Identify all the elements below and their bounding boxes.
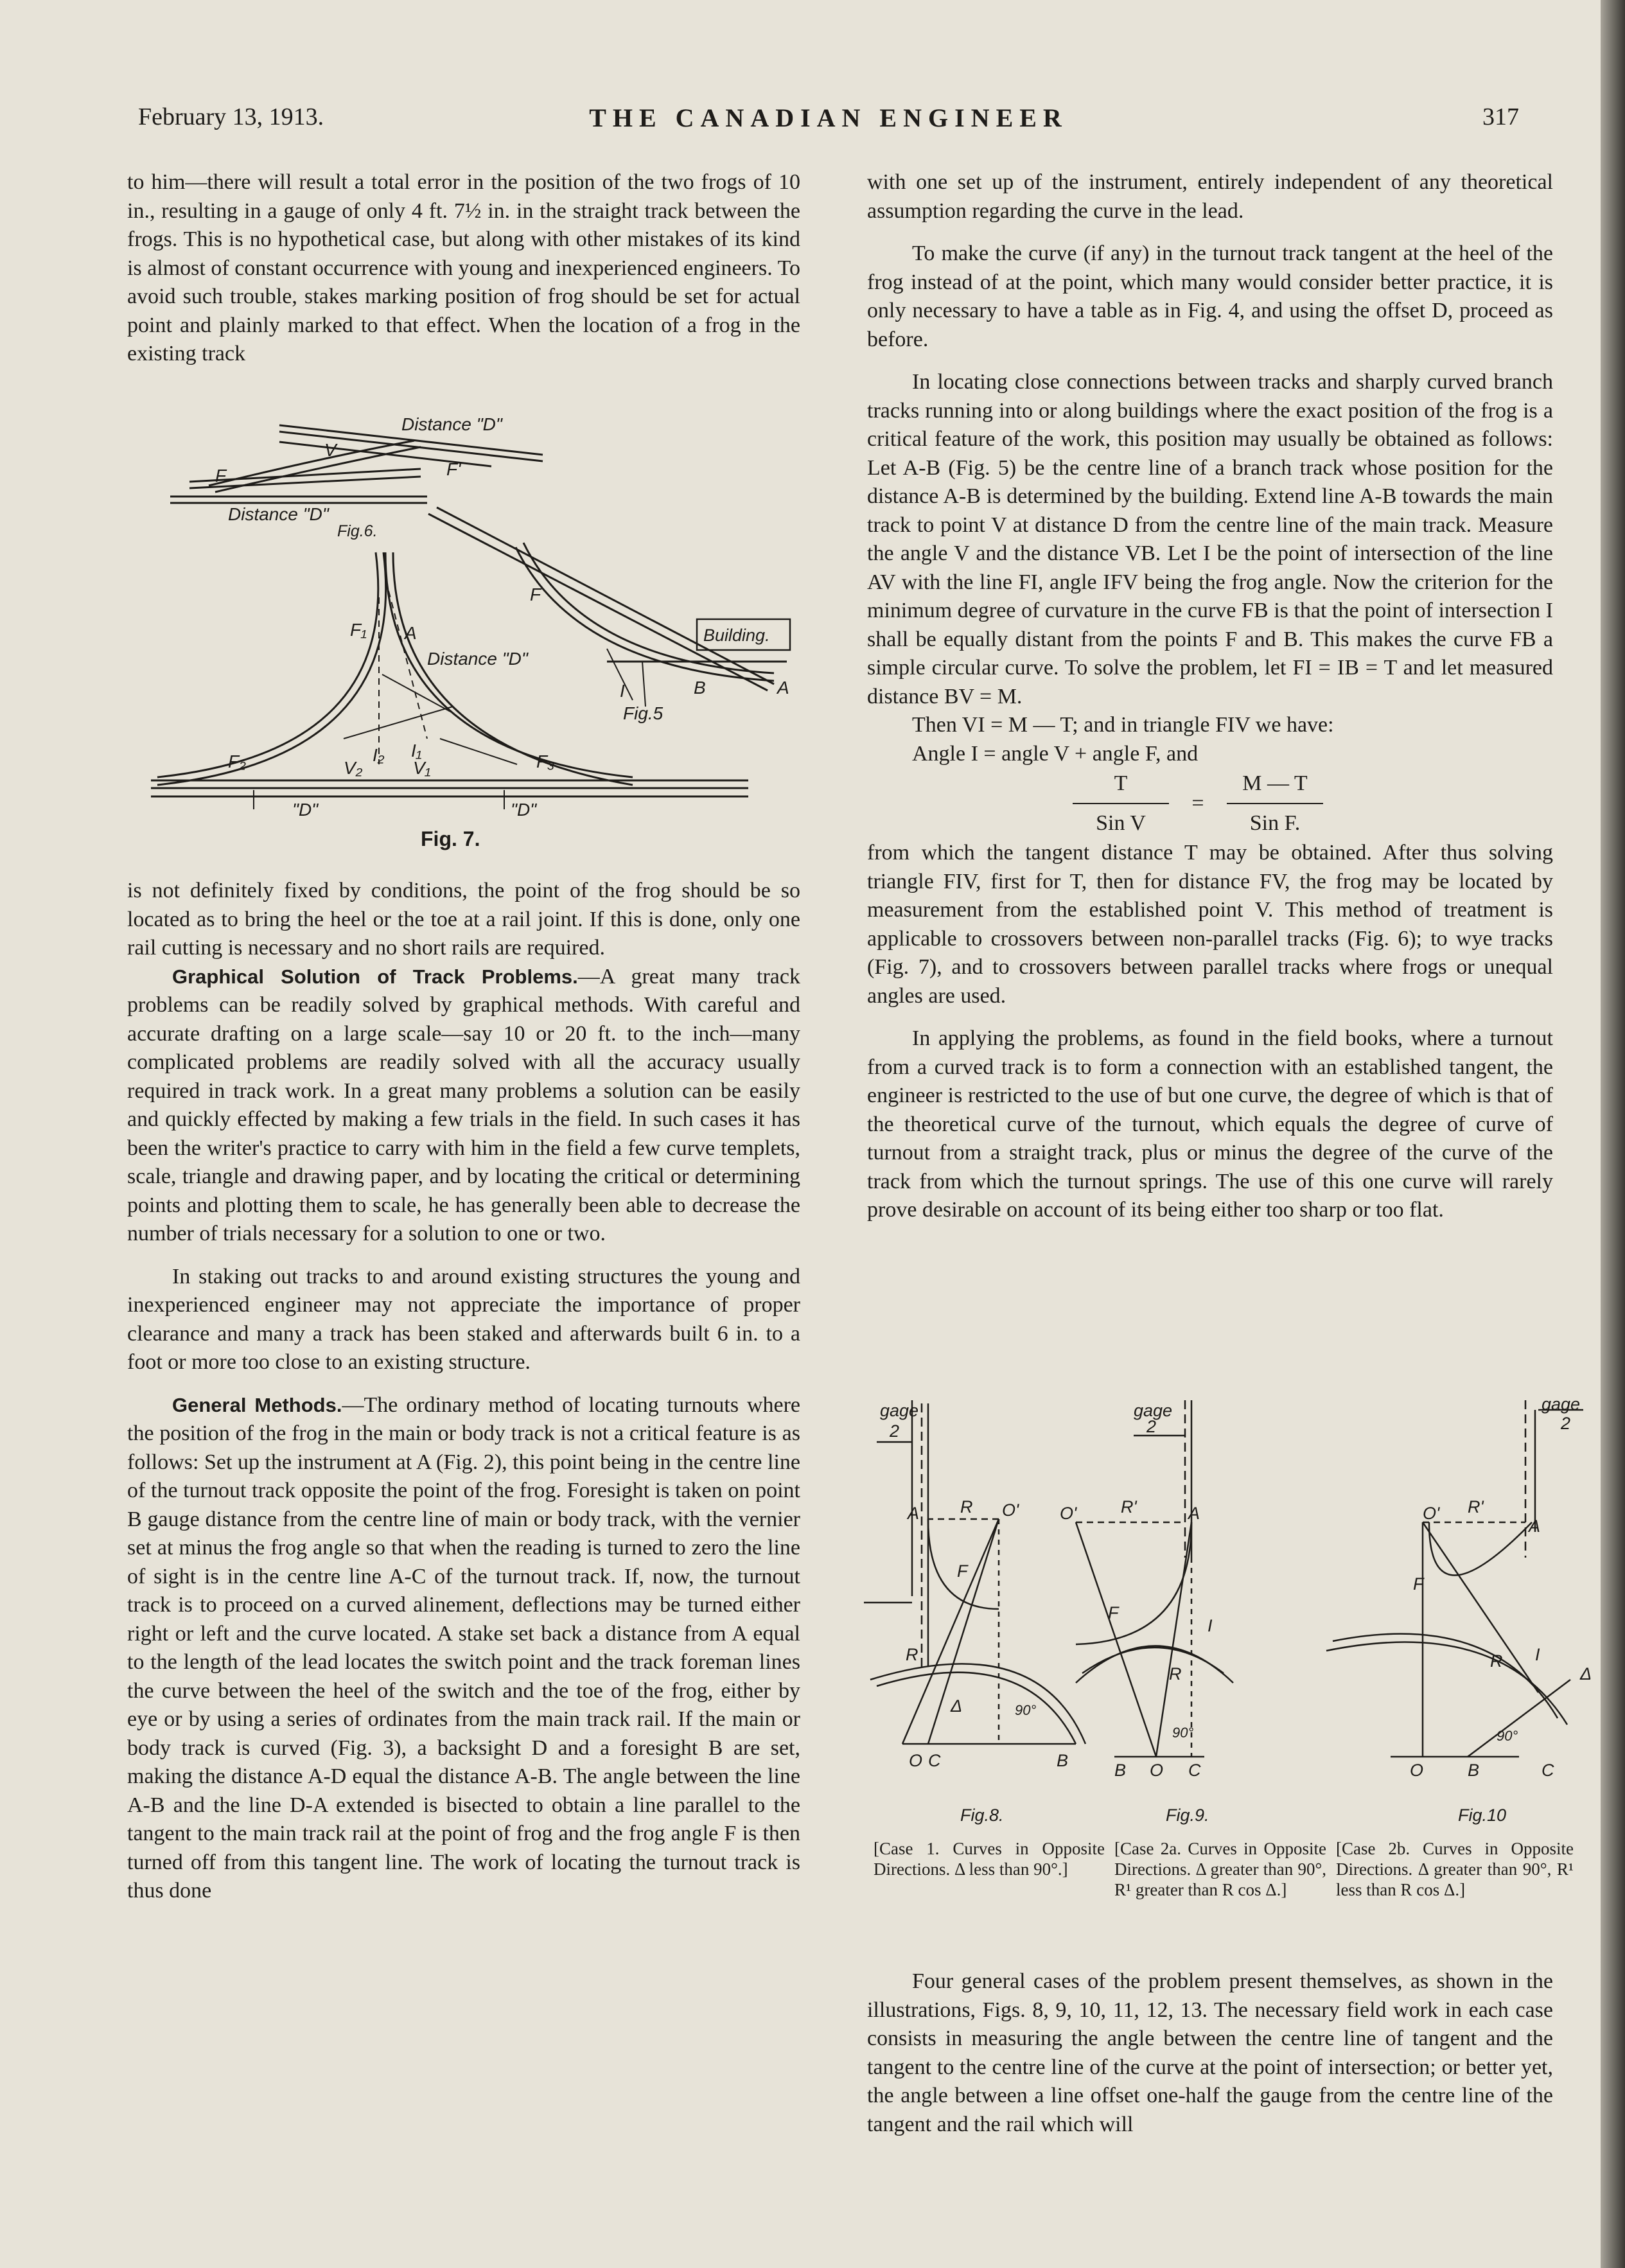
label-f: F [957, 1561, 968, 1581]
label-a-fig5: A [777, 678, 789, 698]
label-a: A [405, 623, 417, 643]
equation-line: Angle I = angle V + angle F, and [912, 741, 1199, 766]
label-two: 2 [1146, 1417, 1157, 1436]
label-o: O [909, 1751, 923, 1770]
label-r-prime: R' [1121, 1497, 1137, 1516]
label-o: O [1410, 1761, 1424, 1780]
right-column-bottom [867, 1967, 1553, 2139]
fraction-numerator: T [1073, 769, 1169, 805]
label-b: B [1057, 1751, 1069, 1770]
paragraph: with one set up of the instrument, entirely independent of any theoretical assumption regarding the curve in the lead. [867, 170, 1553, 223]
label-distance-d-top: Distance "D" [401, 414, 502, 434]
paragraph: In locating close connections between tracks and sharply curved branch tracks running into or along buildings where the exact position of the frog is a critical feature of the work, this position may usually be obtained as follows: Let A-B (Fig. 5) be the centre line of a branch track whose position for the distance A-B is determined by the building. Extend line A-B towards the main track to point V at distance D from the centre line of the main track. Measure the angle V and the distance VB. Let I be the point of intersection of the line AV with the line FI, angle IFV being the frog angle. Now the criterion for the minimum degree of curvature in the curve FB is that the point of intersection I shall be equally distant from the points F and B. This makes the curve FB a simple circular curve. To solve the problem, let FI = IB = T and let measured distance BV = M. [867, 370, 1553, 708]
fraction-denominator: Sin V [1096, 811, 1146, 835]
figure-caption: Fig. 7. [421, 827, 480, 850]
label-fig6: Fig.6. [337, 522, 378, 540]
label-a: A [908, 1504, 920, 1523]
label-v2: V₂ [344, 758, 363, 778]
label-v: V [324, 440, 337, 460]
label-a: A [1529, 1516, 1541, 1536]
label-i1: I₁ [411, 741, 422, 760]
paragraph: Four general cases of the problem present themselves, as shown in the illustrations, Figs. 8, 9, 10, 11, 12, 13. The necessary field work in each case consists in measuring the angle between the centre line of tangent and the tangent to the centre line of the curve at the point of intersection; or better yet, the angle between a line offset one-half the gauge from the centre line of the tangent and the rail which will [867, 1969, 1553, 2136]
label-r: R [1490, 1651, 1503, 1671]
left-column-bottom [127, 877, 800, 1906]
page-edge [1601, 0, 1625, 2268]
fraction-numerator: M — T [1227, 769, 1323, 805]
paragraph: is not definitely fixed by conditions, the point of the frog should be so located as to bring the heel or the toe at a rail joint. If this is done, only one rail cutting is necessary and no short rails are required. [127, 879, 800, 960]
label-o-prime: O' [1002, 1500, 1019, 1520]
label-f1: F₁ [350, 620, 367, 640]
paragraph-text: —A great many track problems can be readily solved by graphical methods. With careful and accurate drafting on a large scale—say 10 or 20 ft. to the inch—many complicated problems are readily solved with all the accuracy usually required in track work. In a great many problems a solution can be easily and quickly effected by making a few trials in the field. In such cases it has been the writer's practice to carry with him in the field a few curve templets, scale, triangle and drawing paper, and by locating the critical or determining points and plotting them to scale, he has generally been able to decrease the number of trials necessary for a solution to one or two. [127, 964, 800, 1245]
left-column-top [127, 168, 800, 369]
paragraph: In staking out tracks to and around existing structures the young and inexperienced engineer may not appreciate the importance of proper clearance and many a track has been staked and afterwards built 6 in. to a foot or more too close to an existing structure. [127, 1264, 800, 1374]
running-header [138, 103, 1519, 141]
label-fig8: Fig.8. [960, 1806, 1004, 1825]
label-r-prime: R' [1468, 1497, 1484, 1516]
label-b: B [1114, 1761, 1127, 1780]
label-c: C [1188, 1761, 1201, 1780]
label-gage: gage [1134, 1401, 1173, 1420]
label-two: 2 [890, 1421, 900, 1441]
label-building: Building. [703, 626, 770, 645]
figure-curve-cases [864, 1397, 1596, 1834]
label-b: B [694, 678, 706, 698]
caption-case1: [Case 1. Curves in Opposite Directions. Δ less than 90°.] [874, 1839, 1105, 1879]
label-i: I [1535, 1645, 1540, 1664]
caption-case2b: [Case 2b. Curves in Opposite Directions. Δ greater than 90°, R¹ less than R cos Δ.] [1336, 1839, 1574, 1899]
journal-title: THE CANADIAN ENGINEER [589, 103, 1068, 132]
section-heading: Graphical Solution of Track Problems. [172, 965, 578, 988]
label-o-prime: O' [1060, 1504, 1077, 1523]
label-f: F [215, 466, 227, 486]
section-heading: General Methods. [172, 1393, 342, 1416]
paragraph: In applying the problems, as found in the field books, where a turnout from a curved track is to form a connection with an established tangent, the engineer is restricted to the use of but one curve, the degree of which is that of the theoretical curve of the turnout, which equals the degree of curve of turnout from a straight track, plus or minus the degree of the curve of the track from which the turnout springs. The use of this one curve will rarely prove desirable on account of its being either too sharp or too flat. [867, 1026, 1553, 1222]
paragraph: To make the curve (if any) in the turnout track tangent at the heel of the frog instead of at the point, which many would consider better practice, it is only necessary to have a table as in Fig. 4, and using the offset D, proceed as before. [867, 242, 1553, 351]
label-f3: F₃ [536, 752, 555, 771]
label-ninety: 90° [1172, 1725, 1194, 1741]
label-i-fig5: I [620, 681, 625, 701]
label-fig9: Fig.9. [1166, 1806, 1209, 1825]
fraction-denominator: Sin F. [1249, 811, 1301, 835]
label-delta: Δ [1580, 1664, 1592, 1683]
equals-sign: = [1191, 791, 1204, 815]
label-ninety: 90° [1497, 1728, 1518, 1744]
label-v1: V₁ [413, 758, 431, 778]
label-delta: Δ [951, 1696, 963, 1716]
label-two: 2 [1561, 1414, 1571, 1433]
label-d-right: "D" [511, 800, 537, 820]
label-i: I [1208, 1616, 1213, 1635]
label-i2: I₂ [373, 745, 385, 765]
caption-case2a: [Case 2a. Curves in Opposite Directions. Δ greater than 90°, R¹ greater than R cos Δ.] [1114, 1839, 1326, 1899]
equation-line: Then VI = M — T; and in triangle FIV we have: [912, 713, 1334, 737]
label-distance-d-left: Distance "D" [228, 504, 329, 524]
label-distance-d-mid: Distance "D" [427, 649, 528, 669]
sine-law-equation [1060, 768, 1553, 839]
label-f: F [1413, 1574, 1424, 1594]
label-d-left: "D" [292, 800, 319, 820]
label-f2: F₂ [228, 752, 246, 771]
label-ninety: 90° [1015, 1702, 1037, 1718]
figure-track-diagrams [132, 405, 793, 854]
label-c: C [1542, 1761, 1554, 1780]
paragraph-graphical [127, 963, 800, 1249]
paragraph: from which the tangent distance T may be obtained. After thus solving triangle FIV, first for T, then for distance FV, the frog may be located by measurement from the established point V. This method of treatment is applicable to crossovers between non-parallel tracks (Fig. 6); to wye tracks (Fig. 7), and to crossovers between parallel tracks where frogs or unequal angles are used. [867, 841, 1553, 1008]
paragraph-general [127, 1391, 800, 1906]
label-f-fig5: F [530, 585, 541, 604]
right-column-top [867, 168, 1553, 1225]
header-date: February 13, 1913. [138, 103, 324, 130]
label-o: O [1150, 1761, 1164, 1780]
label-gage: gage [1542, 1397, 1581, 1414]
curve-cases-svg [864, 1397, 1596, 1834]
track-diagram-svg [132, 405, 793, 854]
paragraph: to him—there will result a total error in the position of the two frogs of 10 in., resulting in a gauge of only 4 ft. 7½ in. in the straight track between the frogs. This is no hypothetical case, but along with other mistakes of its kind is almost of constant occurrence with young and inexperienced engineers. To avoid such trouble, stakes marking position of frog should be set for actual point and plainly marked to that effect. When the location of a frog in the existing track [127, 170, 800, 365]
page-number: 317 [1482, 103, 1519, 130]
label-fig5: Fig.5 [623, 703, 663, 723]
label-f-prime: F' [446, 459, 461, 479]
label-r: R [1169, 1664, 1182, 1683]
paragraph-text: —The ordinary method of locating turnouts where the position of the frog in the main or body track is not a critical feature is as follows: Set up the instrument at A (Fig. 2), this point being in the centre line of the turnout track opposite the point of the frog. Foresight is taken on point B gauge distance from the centre line of main or body track, with the vernier set at minus the frog angle so that when the reading is turned to zero the line of sight is in the centre line A-C of the turnout track. If, now, the turnout track is to proceed on a curved alinement, deflections may be turned either right or left and the curve located. A stake set back a distance from A equal to the length of the lead locates the switch point and the track foreman lines the curve between the heel of the switch and the toe of the frog, either by eye or by using a series of ordinates from the main track rail. If the main or body track is curved (Fig. 3), a backsight D and a foresight B are set, making the distance A-D equal the distance A-B. The angle between the line A-B and the line D-A extended is bisected to obtain a line parallel to the tangent to the main track rail at the point of frog and the frog angle F is then turned off from this tangent line. The work of locating the turnout track is thus done [127, 1393, 800, 1903]
label-c: C [928, 1751, 941, 1770]
label-fig10: Fig.10 [1458, 1806, 1507, 1825]
label-o-prime: O' [1423, 1504, 1440, 1523]
label-a: A [1188, 1504, 1200, 1523]
label-gage: gage [880, 1401, 919, 1420]
label-b: B [1468, 1761, 1480, 1780]
label-r: R [906, 1645, 918, 1664]
label-r: R [960, 1497, 973, 1516]
label-f: F [1108, 1603, 1119, 1622]
